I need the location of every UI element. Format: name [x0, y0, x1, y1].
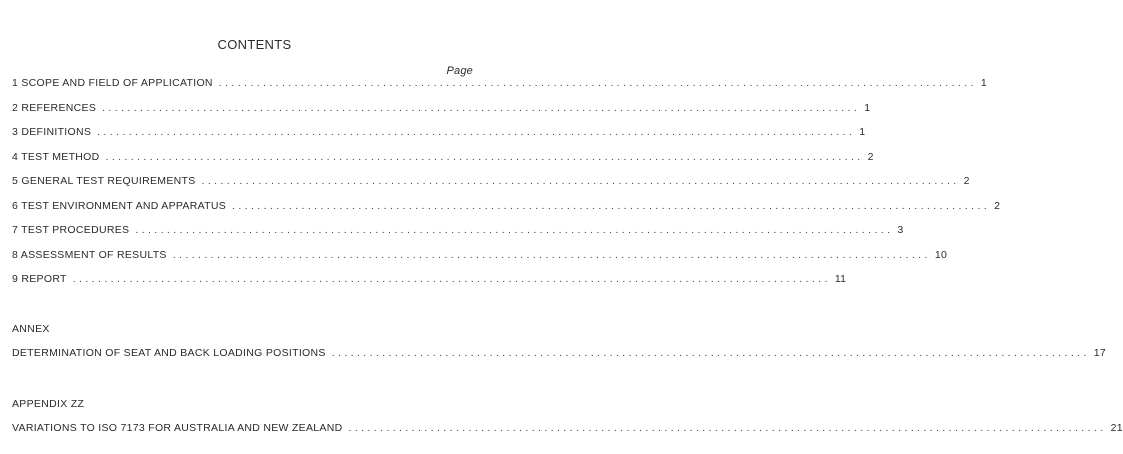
page-column-header: Page [446, 65, 473, 77]
toc-entry[interactable] [12, 248, 948, 263]
toc-entry[interactable] [12, 101, 871, 116]
dot-leader: ........................................................................................................................ [201, 175, 960, 187]
toc-entry-page: 2 [867, 150, 874, 163]
annex-heading: ANNEX [12, 323, 50, 335]
toc-entry-label: 8 ASSESSMENT OF RESULTS [12, 248, 167, 261]
annex-entry-label: DETERMINATION OF SEAT AND BACK LOADING POSITIONS [12, 347, 326, 359]
toc-entry-label: 7 TEST PROCEDURES [12, 224, 130, 236]
toc-entry-label: 1 SCOPE AND FIELD OF APPLICATION [12, 77, 213, 89]
toc-entry-page: 11 [834, 273, 847, 285]
annex-entry[interactable] [12, 347, 1107, 361]
appendix-entry-label: VARIATIONS TO ISO 7173 FOR AUSTRALIA AND NEW ZEALAND [12, 422, 343, 434]
dot-leader: ........................................................................................................................ [348, 422, 1107, 434]
dot-leader: ........................................................................................................................ [331, 347, 1090, 359]
toc-entry-page: 10 [934, 248, 948, 261]
toc-entry-page: 1 [980, 77, 988, 89]
toc-entry[interactable] [12, 150, 874, 165]
toc-entry-page: 3 [897, 224, 904, 236]
dot-leader: ........................................................................................................................ [218, 77, 977, 89]
toc-entry-page: 2 [963, 175, 970, 187]
dot-leader: ........................................................................................................................ [105, 150, 864, 163]
toc-entry[interactable] [12, 199, 1001, 214]
dot-leader: ........................................................................................................................ [97, 126, 856, 138]
toc-entry-page: 1 [859, 126, 866, 138]
appendix-entry[interactable] [12, 422, 1123, 436]
toc-entry[interactable] [12, 77, 988, 91]
toc-entry-label: 3 DEFINITIONS [12, 126, 92, 138]
appendix-heading: APPENDIX ZZ [12, 398, 85, 410]
toc-entry-label: 6 TEST ENVIRONMENT AND APPARATUS [12, 199, 227, 212]
toc-entry-label: 4 TEST METHOD [12, 150, 100, 163]
toc-entry-page: 1 [864, 101, 871, 114]
annex-entry-page: 17 [1093, 347, 1107, 359]
toc-entry-label: 2 REFERENCES [12, 101, 97, 114]
contents-title: CONTENTS [217, 37, 292, 52]
dot-leader: ........................................................................................................................ [172, 248, 931, 261]
toc-entry[interactable] [12, 126, 866, 140]
toc-entry[interactable] [12, 224, 904, 238]
toc-entry-page: 2 [994, 199, 1001, 212]
toc-entry[interactable] [12, 175, 970, 189]
dot-leader: ........................................................................................................................ [232, 199, 991, 212]
toc-entry-label: 5 GENERAL TEST REQUIREMENTS [12, 175, 196, 187]
toc-entry-label: 9 REPORT [12, 273, 67, 285]
appendix-entry-page: 21 [1110, 422, 1123, 434]
dot-leader: ........................................................................................................................ [102, 101, 861, 114]
toc-entry[interactable] [12, 273, 847, 287]
dot-leader: ........................................................................................................................ [72, 273, 831, 285]
dot-leader: ........................................................................................................................ [135, 224, 894, 236]
